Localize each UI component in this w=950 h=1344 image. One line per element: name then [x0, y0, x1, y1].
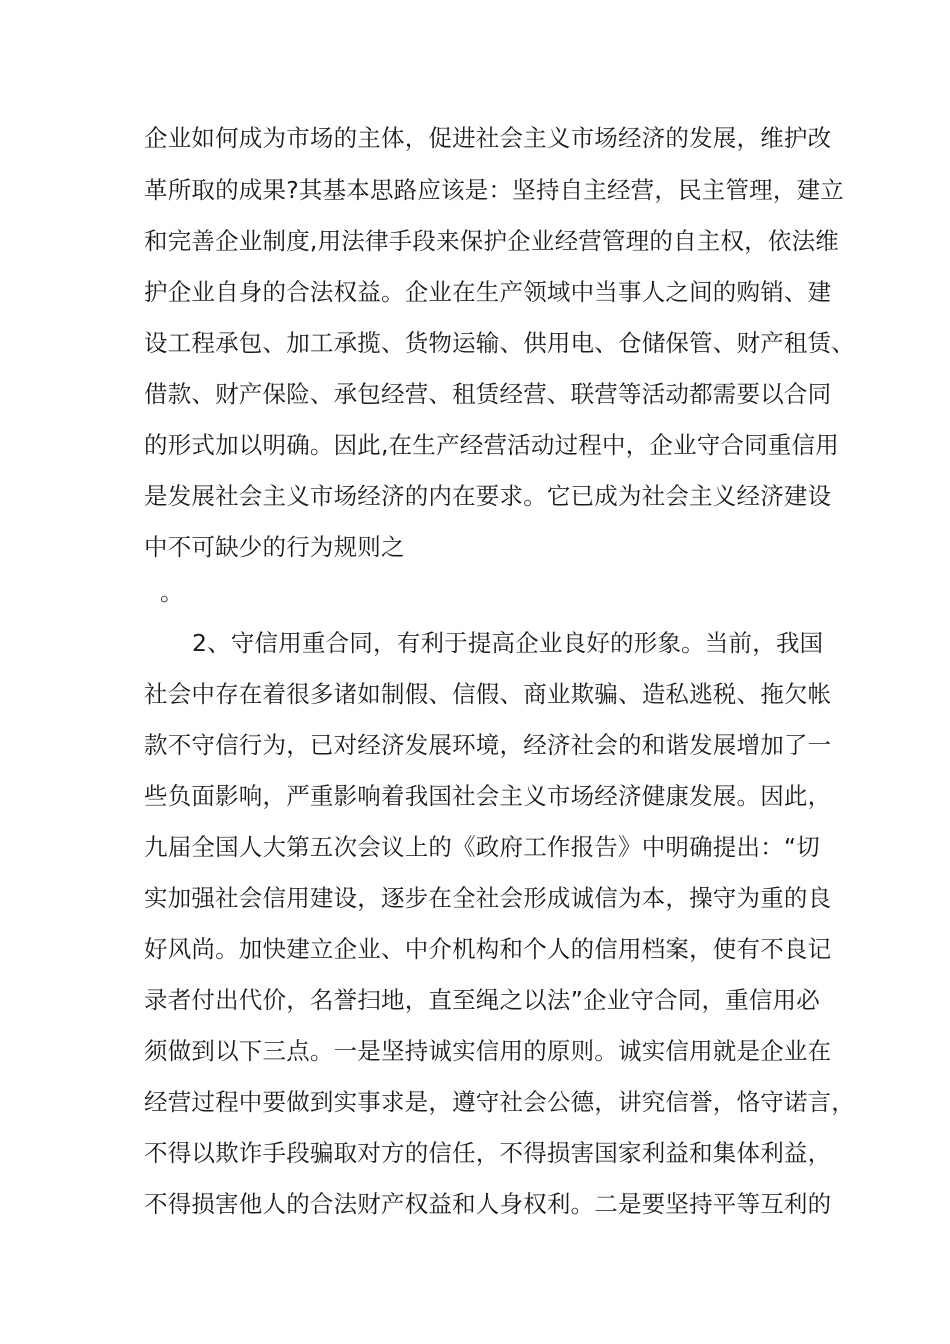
paragraph-2-line-11: 不得以欺诈手段骗取对方的信任，不得损害国家利益和集体利益， [144, 1139, 832, 1167]
paragraph-2-line-3: 款不守信行为，已对经济发展环境，经济社会的和谐发展增加了一 [144, 731, 832, 759]
paragraph-2-line-6: 实加强社会信用建设，逐步在全社会形成诚信为本，操守为重的良 [144, 884, 832, 912]
paragraph-1-line-2: 革所取的成果?其基本思路应该是：坚持自主经营，民主管理，建立 [144, 176, 844, 204]
paragraph-2-line-2: 社会中存在着很多诸如制假、信假、商业欺骗、造私逃税、拖欠帐 [144, 680, 832, 708]
paragraph-1-line-8: 是发展社会主义市场经济的内在要求。它已成为社会主义经济建设 [144, 482, 832, 510]
paragraph-1-period: 。 [160, 578, 184, 606]
paragraph-2-line-1: 2、守信用重合同，有利于提高企业良好的形象。当前，我国 [192, 629, 824, 657]
paragraph-2-line-10: 经营过程中要做到实事求是，遵守社会公德，讲究信誉，恪守诺言， [144, 1088, 855, 1116]
paragraph-1-line-7: 的形式加以明确。因此,在生产经营活动过程中，企业守合同重信用 [144, 431, 839, 459]
paragraph-2-line-8: 录者付出代价，名誉扫地，直至绳之以法”企业守合同，重信用必 [144, 986, 820, 1014]
paragraph-2-line-4: 些负面影响，严重影响着我国社会主义市场经济健康发展。因此， [144, 782, 832, 810]
paragraph-2-line-7: 好风尚。加快建立企业、中介机构和个人的信用档案，使有不良记 [144, 935, 832, 963]
paragraph-2-line-9: 须做到以下三点。一是坚持诚实信用的原则。诚实信用就是企业在 [144, 1037, 832, 1065]
paragraph-1-line-5: 设工程承包、加工承揽、货物运输、供用电、仓储保管、财产租赁、 [144, 329, 855, 357]
paragraph-1-line-3: 和完善企业制度,用法律手段来保护企业经营管理的自主权，依法维 [144, 227, 839, 255]
paragraph-2-line-12: 不得损害他人的合法财产权益和人身权利。二是要坚持平等互利的 [144, 1190, 832, 1218]
paragraph-1-line-9: 中不可缺少的行为规则之 [144, 533, 405, 561]
paragraph-1-line-6: 借款、财产保险、承包经营、租赁经营、联营等活动都需要以合同 [144, 380, 832, 408]
paragraph-2-line-5: 九届全国人大第五次会议上的《政府工作报告》中明确提出：“切 [144, 833, 820, 861]
paragraph-1-line-4: 护企业自身的合法权益。企业在生产领域中当事人之间的购销、建 [144, 278, 832, 306]
paragraph-1-line-1: 企业如何成为市场的主体，促进社会主义市场经济的发展，维护改 [144, 124, 832, 152]
